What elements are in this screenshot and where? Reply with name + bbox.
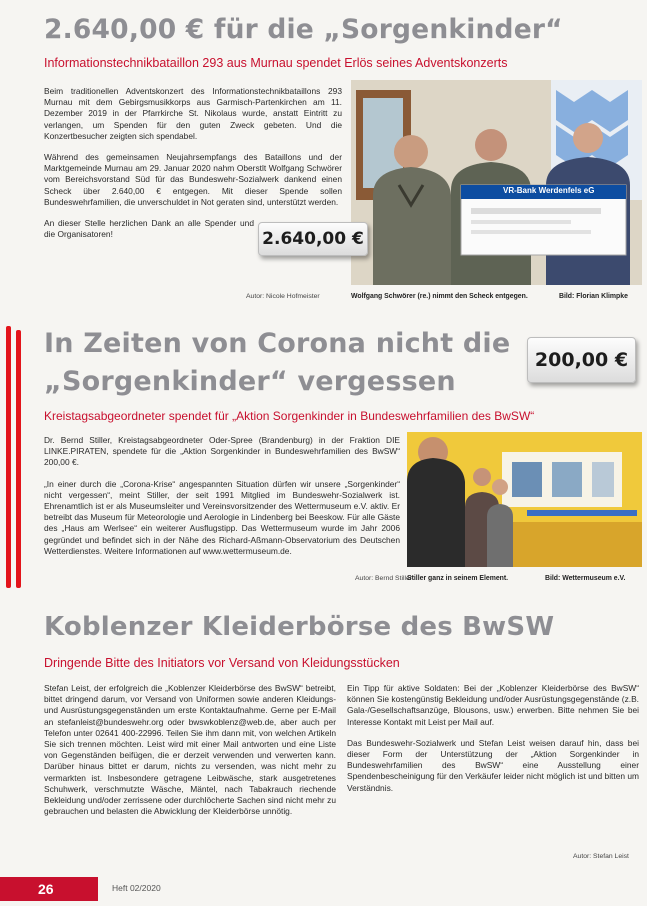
issue-label: Heft 02/2020 — [112, 883, 161, 893]
article1-photo-credit: Bild: Florian Klimpke — [559, 293, 628, 300]
footer-page-number-box — [0, 877, 98, 901]
article2-photo — [407, 432, 642, 567]
article1-photo — [351, 80, 642, 285]
red-marker-line — [6, 326, 11, 588]
article2-caption: Stiller ganz in seinem Element. — [407, 575, 509, 582]
article1-paragraph: Während des gemeinsamen Neujahrsempfangs des Bataillons und der Marktgemeinde Murnau am 29. Januar 2020 nahm Oberstlt Wolfgang Schwörer vom Bereichsvorstand Süd für das Bundeswehr-Sozialwerk dankend einen Scheck über 2.640,00 € entgegen. Mit dieser Spende sollen Bundeswehrfamilien, die unverschuldet in Not geraten sind, unterstützt werden. — [44, 152, 342, 207]
article3-headline: Koblenzer Kleiderbörse des BwSW — [44, 612, 555, 642]
article2-headline-line2: „Sorgenkinder“ vergessen — [44, 366, 456, 397]
article3-paragraph: Das Bundeswehr-Sozialwerk und Stefan Leist weisen darauf hin, dass bei dieser Form der Unterstützung der „Aktion Sorgenkinder in Bundeswehrfamilien des BwSW“ eine Ausstellung einer Spendenbescheinigung für den Verkäufer leider nicht möglich ist und bitten um Verständnis. — [347, 737, 639, 793]
article3-column-right — [347, 683, 639, 804]
article1-paragraph: An dieser Stelle herzlichen Dank an alle Spender und die Organisatoren! — [44, 218, 254, 240]
article2-amount-tag: 200,00 € — [527, 337, 636, 383]
red-marker-line — [16, 330, 21, 588]
article2-author: Autor: Bernd Stiller — [355, 575, 413, 582]
article3-author: Autor: Stefan Leist — [573, 853, 629, 860]
article2-paragraph: „In einer durch die „Corona-Krise“ angespannten Situation dürfen wir unsere „Sorgenkinder“ nicht vergessen“, meint Stiller, der seit 1991 Mitglied im Bundeswehr-Sozialwerk ist. Ehrenamtlich ist er als Museumsleiter und Vereinsvorsitzender des Wettermuseum e.V. aktiv. Er betreibt das Museum für Meteorologie und Aerologie in Lindenberg bei Beeskow. Für alle Gäste des „Haus am Werlsee“ ein weiterer Ausflugstipp. Das Wettermuseum wurde im Jahr 2006 gegründet und befindet sich in der Nähe des Richard-Aßmann-Observatorium des Deutschen Wetterdienstes. Weitere Informationen auf www.wettermuseum.de. — [44, 478, 400, 556]
page-number: 26 — [38, 881, 54, 897]
article3-column-left — [44, 683, 336, 827]
article1-paragraph: Beim traditionellen Adventskonzert des Informationstechnikbataillons 293 Murnau mit dem Gebirgsmusikkorps aus Garmisch-Partenkirchen am 11. Dezember 2019 in der Pfarrkirche St. Nikolaus wurde, anstatt Eintritt zu verlangen, um Spenden für den guten Zweck gebeten. Und die Konzertbesucher zeigten sich spendabel. — [44, 86, 342, 141]
article3-paragraph: Stefan Leist, der erfolgreich die „Koblenzer Kleiderbörse des BwSW“ betreibt, bittet dringend darum, vor Versand von Uniformen sowie anderen Kleidungs- und Ausrüstungsgegenständen um erste Kontaktaufnahme. Gerne per E-Mail an stefanleist@bundeswehr.org oder bwswkoblenz@web.de, aber auch per Telefon unter 02641 400-22996. Teilen Sie ihm dann mit, von welchen Artikeln Sie sich trennen möchten. Leist wird mit einer Mail antworten und eine Liste von Gegenständen beifügen, die er derzeit verwenden und verwerten kann. Darüber hinaus bittet er darum, nichts zu versenden, was nicht mehr zu vermarkten ist. Insbesondere getragene Leibwäsche, stark ausgetretenes Schuhwerk, verschmutzte Wäsche, Mäntel, nach Tabakrauch riechende Bekleidung und/oder zerrissene oder durchlöcherte Sachen sind nicht mehr zu gebrauchen und belasten die Abwicklung der Kleiderbörse unnötig. — [44, 683, 336, 817]
article2-photo-credit: Bild: Wettermuseum e.V. — [545, 575, 626, 582]
article2-paragraph: Dr. Bernd Stiller, Kreistagsabgeordneter Oder-Spree (Brandenburg) in der Fraktion DIE LINKE.PIRATEN, spendete für die „Aktion Sorgenkinder in Bundeswehrfamilien des BwSW“ 200,00 €. — [44, 435, 400, 468]
check-bank-label: VR-Bank Werdenfels eG — [503, 186, 595, 195]
article1-headline: 2.640,00 € für die „Sorgenkinder“ — [44, 14, 563, 45]
article3-subheadline: Dringende Bitte des Initiators vor Versand von Kleidungsstücken — [44, 656, 400, 670]
article1-caption: Wolfgang Schwörer (re.) nimmt den Scheck entgegen. — [351, 293, 528, 300]
article1-amount-tag: 2.640,00 € — [258, 222, 368, 256]
article1-subheadline: Informationstechnikbataillon 293 aus Murnau spendet Erlös seines Adventskonzerts — [44, 56, 508, 70]
article2-body — [44, 435, 400, 567]
ceremony-photo-illustration — [351, 80, 642, 285]
article2-subheadline: Kreistagsabgeordneter spendet für „Aktion Sorgenkinder in Bundeswehrfamilien des BwSW“ — [44, 409, 535, 423]
article1-author: Autor: Nicole Hofmeister — [246, 293, 320, 300]
article2-headline-line1: In Zeiten von Corona nicht die — [44, 328, 511, 359]
article3-paragraph: Ein Tipp für aktive Soldaten: Bei der „Koblenzer Kleiderbörse des BwSW“ können Sie kostengünstig Bekleidung und/oder Ausrüstungsgegenstände (z.B. Gala-/Gesellschaftsanzüge, Blousons, usw.) erwerben. Bitte nehmen Sie bei Interesse Kontakt mit Leist per Mail auf. — [347, 683, 639, 727]
museum-photo-illustration — [407, 432, 642, 567]
